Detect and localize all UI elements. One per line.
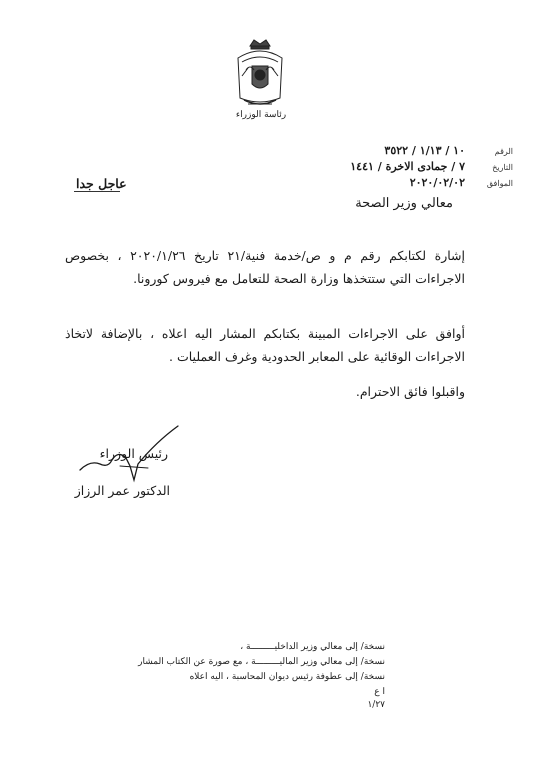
urgent-underline [74, 191, 120, 192]
signatory-title: رئيس الوزراء [99, 446, 168, 461]
reference-date-row [253, 160, 513, 176]
urgent-label: عاجل جدا [76, 176, 127, 191]
reference-date-value: ٧ / جمادى الاخرة / ١٤٤١ [350, 160, 465, 173]
initials-block [290, 686, 385, 712]
body-paragraph-1: إشارة لكتابكم رقم م و ص/خدمة فنية/٢١ تاريخ ٢٠٢٠/١/٢٦ ، بخصوص الاجراءات التي ستتخذها وزارة الصحة للتعامل مع فيروس كورونا. [65, 248, 465, 286]
office-label: رئاسة الوزراء [235, 110, 287, 120]
body-paragraph-2: أوافق على الاجراءات المبينة بكتابكم المشار اليه اعلاه ، بالإضافة لاتخاذ الاجراءات الوقائية على المعابر الحدودية وغرف العمليات . [65, 326, 465, 364]
reference-number-label: الرقم [494, 147, 513, 156]
reference-corresponding-label: الموافق [486, 179, 513, 188]
reference-date-label: التاريخ [492, 163, 513, 172]
reference-number-value: ١٠ / ١/١٣ / ٣٥٢٢ [384, 144, 465, 157]
reference-corresponding-row [253, 176, 513, 192]
closing-line: واقبلوا فائق الاحترام. [355, 384, 465, 399]
signatory-name: الدكتور عمر الرزاز [74, 483, 170, 498]
copy-line-1: نسخة/ إلى معالي وزير الداخليـــــــــة ، [240, 642, 385, 652]
reference-block [253, 144, 513, 192]
reference-corresponding-value: ٢٠٢٠/٠٢/٠٢ [409, 176, 465, 189]
reference-number-row [253, 144, 513, 160]
copy-line-2: نسخة/ إلى معالي وزير الماليـــــــــة ، مع صورة عن الكتاب المشار [138, 657, 385, 667]
copy-line-3: نسخة/ إلى عطوفة رئيس ديوان المحاسبة ، اليه اعلاه [189, 672, 385, 682]
royal-crest-icon [232, 36, 288, 120]
addressee: معالي وزير الصحة [355, 196, 453, 211]
initials-date: ١/٢٧ [367, 700, 385, 710]
initials: ا ع [374, 687, 385, 697]
copies-list [138, 640, 385, 685]
